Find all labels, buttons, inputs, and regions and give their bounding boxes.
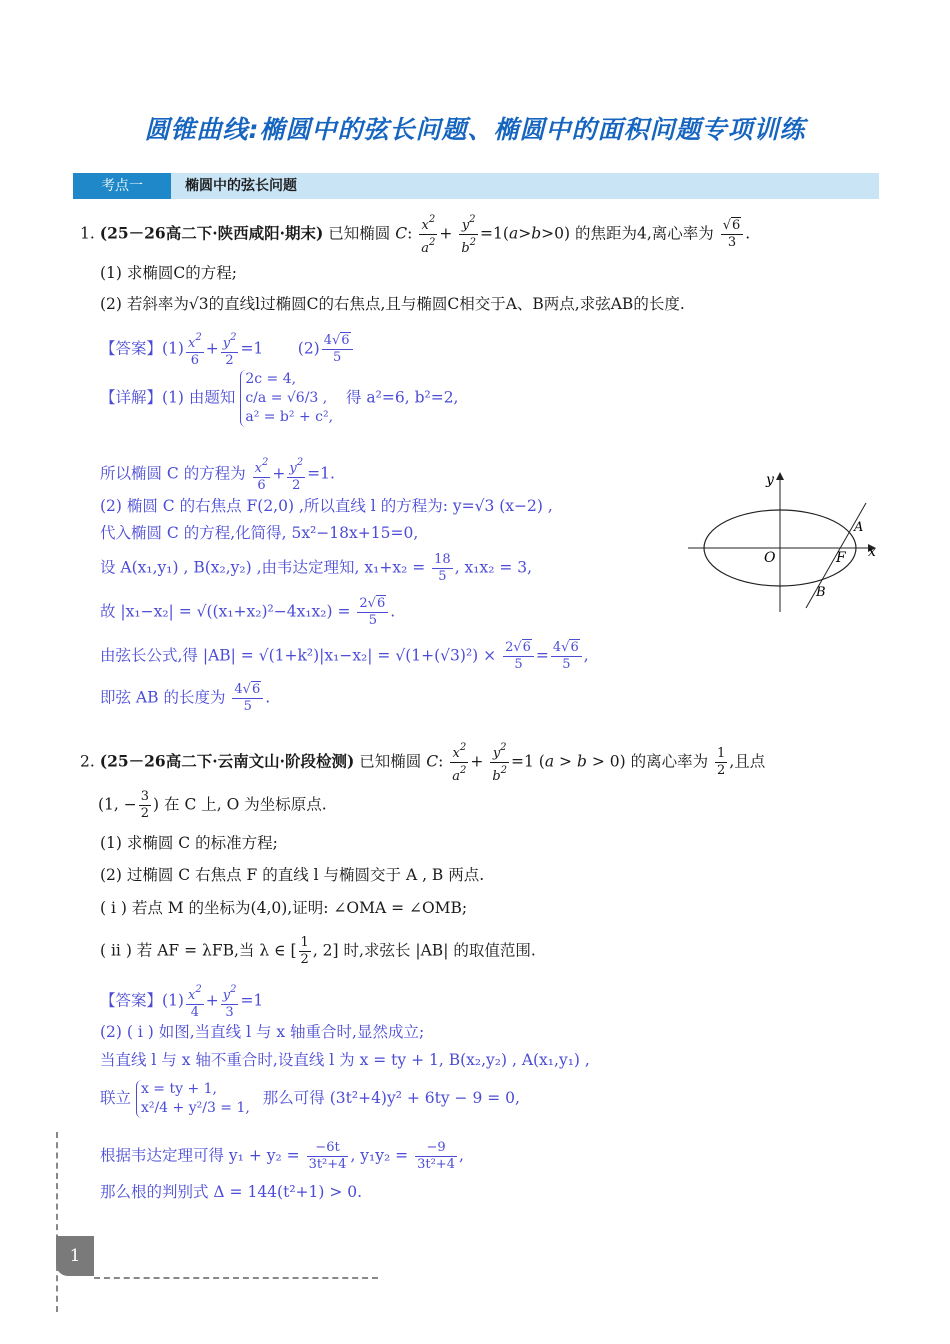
q1-answer: 【答案】(1) $\frac{x^2}{6}$ + $\frac{y^2}{2}$ =1 (2) $\frac{4√6}{5}$ [100, 330, 355, 369]
section-title: 椭圆中的弦长问题 [185, 178, 297, 194]
q1-stem: 1. (25－26高二下·陕西咸阳·期末) 已知椭圆 C: $\frac{x^2}{a^2}$ + $\frac{y^2}{b^2}$ =1(a>b>0) 的焦距为4,离心率为 $\frac{√6}{3}$ . [80, 214, 751, 256]
page-number: 1 [56, 1236, 94, 1276]
q2-stem: 2. (25－26高二下·云南文山·阶段检测) 已知椭圆 C: $\frac{x^2}{a^2}$ + $\frac{y^2}{b^2}$ =1 (a > b > 0) 的离心率为 $\frac{1}{2}$ ,且点 [80, 742, 766, 784]
q2-detail-3: 联立 x = ty + 1, x²/4 + y²/3 = 1, 那么可得 (3t²+4)y² + 6ty − 9 = 0, [100, 1081, 520, 1116]
q1-detail-4: 代入椭圆 C 的方程,化简得, 5x²−18x+15=0, [100, 524, 419, 542]
q2-sub2: (2) 过椭圆 C 右焦点 F 的直线 l 与椭圆交于 A , B 两点. [100, 866, 485, 884]
q1-detail-3: (2) 椭圆 C 的右焦点 F(2,0) ,所以直线 l 的方程为: y=√3 (x−2) , [100, 497, 553, 515]
q1-detail-6: 故 |x₁−x₂| = √((x₁+x₂)²−4x₁x₂) = $\frac{2√6}{5}$ . [100, 596, 396, 628]
label-f: F [836, 550, 846, 566]
label-b: B [816, 585, 826, 600]
section-header [73, 173, 879, 199]
q2-sub3: ( i ) 若点 M 的坐标为(4,0),证明: ∠OMA = ∠OMB; [100, 899, 468, 917]
page-border-left [56, 1132, 58, 1312]
q1-detail-2: 所以椭圆 C 的方程为 $\frac{x^2}{6}$ + $\frac{y^2}{2}$ =1. [100, 457, 335, 493]
q2-sub1: (1) 求椭圆 C 的标准方程; [100, 834, 278, 852]
ellipse-figure [686, 468, 886, 618]
q1-detail-8: 即弦 AB 的长度为 $\frac{4√6}{5}$ . [100, 682, 271, 714]
q2-detail-4: 根据韦达定理可得 y₁ + y₂ = $\frac{-6t}{\text{3t²+4}}$ , y₁y₂ = $\frac{-9}{\text{3t²+4}}$ , [100, 1140, 464, 1172]
label-o: O [764, 550, 776, 566]
q2-detail-2: 当直线 l 与 x 轴不重合时,设直线 l 为 x = ty + 1, B(x₂,y₂) , A(x₁,y₁) , [100, 1051, 590, 1069]
label-a: A [854, 520, 864, 535]
q1-detail-5: 设 A(x₁,y₁) , B(x₂,y₂) ,由韦达定理知, x₁+x₂ = $\frac{18}{5}$ , x₁x₂ = 3, [100, 552, 533, 584]
q2-detail-5: 那么根的判别式 Δ = 144(t²+1) > 0. [100, 1183, 363, 1201]
q2-stem-2: (1, − $\frac{3}{2}$ ) 在 C 上, O 为坐标原点. [98, 789, 327, 821]
q2-detail-1: (2) ( i ) 如图,当直线 l 与 x 轴重合时,显然成立; [100, 1023, 425, 1041]
page-border-bottom [94, 1277, 378, 1279]
label-x: x [868, 544, 876, 560]
q1-detail-7: 由弦长公式,得 |AB| = √(1+k²)|x₁−x₂| = √(1+(√3)²) × $\frac{2√6}{5}$ = $\frac{4√6}{5}$ , [100, 640, 589, 672]
page-title: 圆锥曲线:椭圆中的弦长问题、椭圆中的面积问题专项训练 [144, 115, 806, 144]
label-y: y [766, 472, 774, 488]
q1-sub2: (2) 若斜率为√3的直线l过椭圆C的右焦点,且与椭圆C相交于A、B两点,求弦AB的长度. [100, 295, 685, 313]
q2-sub4: ( ii ) 若 AF = λFB,当 λ ∈ [ $\frac{1}{2}$ , 2] 时,求弦长 |AB| 的取值范围. [100, 935, 536, 967]
q2-answer: 【答案】(1) $\frac{x^2}{4}$ + $\frac{y^2}{3}$ =1 [100, 984, 264, 1020]
q1-sub1: (1) 求椭圆C的方程; [100, 264, 237, 282]
section-tag: 考点一 [73, 173, 171, 199]
q1-detail-1: 【详解】(1) 由题知 2c = 4, c/a = √6/3 , a² = b² + c², 得 a²=6, b²=2, [100, 371, 459, 425]
